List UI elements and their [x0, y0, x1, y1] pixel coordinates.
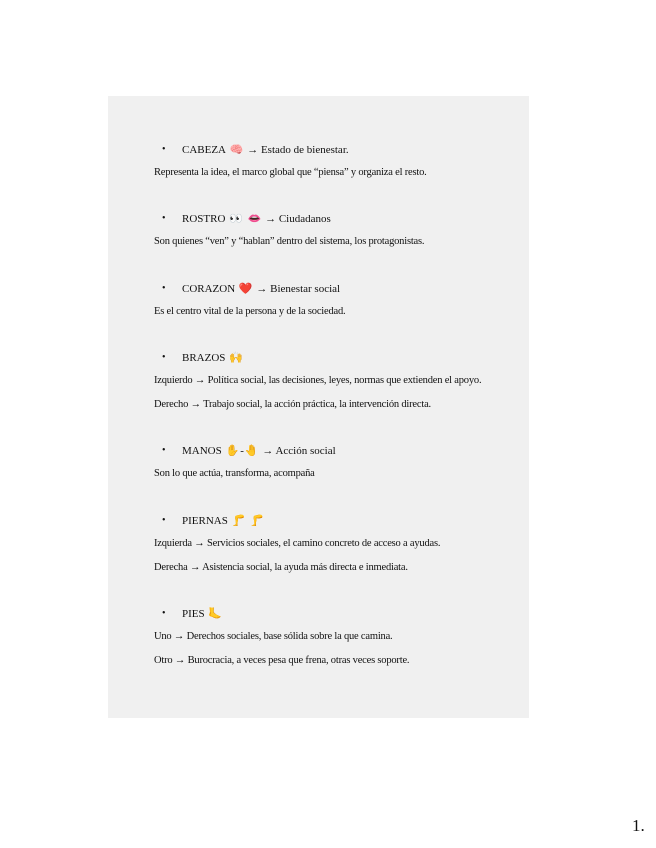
section-title: PIES — [182, 608, 205, 621]
bullet-icon: • — [162, 352, 166, 363]
section-title: CABEZA — [182, 144, 226, 157]
bullet-icon: • — [162, 283, 166, 294]
raised-back-of-hand-icon: 🤚 — [244, 445, 259, 458]
section-description: Uno → Derechos sociales, base sólida sobre la que camina. — [154, 631, 393, 642]
section-description: Izquierdo → Política social, las decisiones, leyes, normas que extienden el apoyo. — [154, 375, 482, 386]
icon-separator: - — [240, 445, 244, 458]
section-arrow-text: → Acción social — [262, 445, 336, 458]
section-title: MANOS — [182, 445, 222, 458]
section-description: Izquierda → Servicios sociales, el camino concreto de acceso a ayudas. — [154, 538, 441, 549]
raised-hand-icon: ✋ — [225, 445, 240, 458]
section-description: Son lo que actúa, transforma, acompaña — [154, 468, 315, 479]
brain-icon: 🧠 — [229, 144, 244, 157]
section-description: Es el centro vital de la persona y de la sociedad. — [154, 306, 346, 317]
raised-hands-icon: 🙌 — [229, 352, 243, 365]
bullet-icon: • — [162, 445, 166, 456]
bullet-icon: • — [162, 515, 166, 526]
section-description: Derecha → Asistencia social, la ayuda más directa e inmediata. — [154, 562, 408, 573]
mouth-icon: 👄 — [247, 213, 262, 226]
section-title: ROSTRO — [182, 213, 226, 226]
section-description: Representa la idea, el marco global que “piensa” y organiza el resto. — [154, 167, 427, 178]
section-title: CORAZON — [182, 283, 236, 296]
section-arrow-text: → Ciudadanos — [265, 213, 331, 226]
bullet-icon: • — [162, 213, 166, 224]
bullet-icon: • — [162, 144, 166, 155]
page-number: 1. — [632, 816, 645, 835]
section-title: BRAZOS — [182, 352, 226, 365]
section-arrow-text: → Estado de bienestar. — [247, 144, 349, 157]
section-title: PIERNAS — [182, 515, 228, 528]
document-sheet — [108, 96, 529, 718]
eyes-icon: 👀 — [229, 213, 243, 226]
leg-icon: 🦵 — [250, 515, 264, 528]
leg-icon: 🦵 — [231, 515, 246, 528]
section-description: Otro → Burocracia, a veces pesa que frena, otras veces soporte. — [154, 655, 410, 666]
section-description: Son quienes “ven” y “hablan” dentro del sistema, los protagonistas. — [154, 236, 425, 247]
heart-icon: ❤️ — [238, 283, 253, 296]
section-description: Derecho → Trabajo social, la acción práctica, la intervención directa. — [154, 399, 431, 410]
section-arrow-text: → Bienestar social — [256, 283, 341, 296]
bullet-icon: • — [162, 608, 166, 619]
foot-icon: 🦶 — [208, 608, 223, 621]
